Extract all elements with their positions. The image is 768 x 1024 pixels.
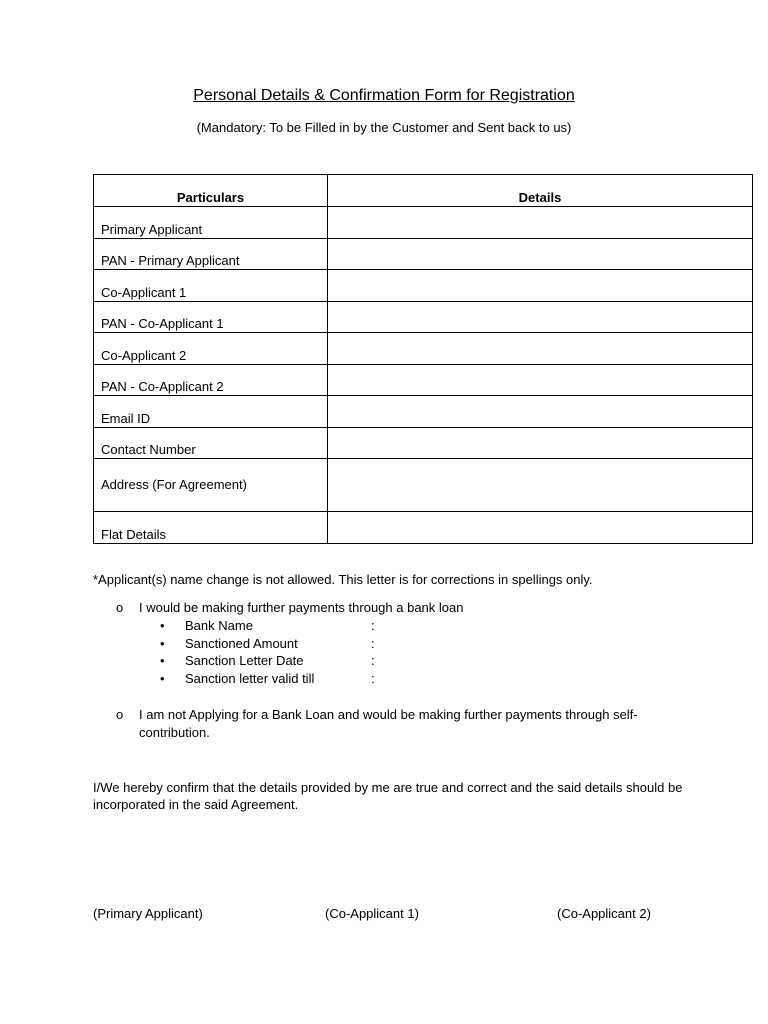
co-applicant-1-field[interactable]: [328, 270, 753, 302]
bullet-icon: •: [160, 636, 165, 651]
table-row: [94, 270, 753, 302]
table-row: [94, 396, 753, 428]
sanction-letter-date-label: Sanction Letter Date: [185, 653, 304, 668]
primary-applicant-label: Primary Applicant: [94, 207, 328, 239]
option-bank-loan-text: I would be making further payments through a bank loan: [139, 600, 464, 615]
table-row: [94, 207, 753, 239]
bullet-icon: •: [160, 618, 165, 633]
table-row: [94, 512, 753, 544]
option-self-contribution-text: I am not Applying for a Bank Loan and would be making further payments through self-contribution.: [139, 707, 638, 740]
colon-separator: :: [371, 636, 375, 651]
option-marker-icon: o: [116, 707, 124, 722]
details-header: Details: [328, 175, 753, 207]
table-header-row: [94, 175, 753, 207]
form-subtitle: (Mandatory: To be Filled in by the Customer and Sent back to us): [196, 120, 572, 135]
table-row: [94, 301, 753, 333]
list-item: [160, 618, 375, 633]
table-row: [94, 459, 753, 512]
table-row: [94, 238, 753, 270]
co-applicant-2-signature: (Co-Applicant 2): [557, 906, 651, 921]
contact-number-field[interactable]: [328, 427, 753, 459]
email-label: Email ID: [94, 396, 328, 428]
option-bank-loan-marker[interactable]: [116, 600, 139, 615]
option-self-contribution-marker[interactable]: [116, 707, 139, 722]
colon-separator: :: [371, 653, 375, 668]
name-change-note: *Applicant(s) name change is not allowed. This letter is for corrections in spellings only.: [93, 572, 593, 587]
pan-primary-label: PAN - Primary Applicant: [94, 238, 328, 270]
co-applicant-1-signature: (Co-Applicant 1): [325, 906, 419, 921]
pan-co-applicant-1-label: PAN - Co-Applicant 1: [94, 301, 328, 333]
co-applicant-2-label: Co-Applicant 2: [94, 333, 328, 365]
option-marker-icon: o: [116, 600, 124, 615]
contact-number-label: Contact Number: [94, 427, 328, 459]
primary-applicant-field[interactable]: [328, 207, 753, 239]
table-row: [94, 427, 753, 459]
particulars-header: Particulars: [94, 175, 328, 207]
bullet-icon: •: [160, 671, 165, 686]
flat-details-label: Flat Details: [94, 512, 328, 544]
bank-name-label: Bank Name: [185, 618, 253, 633]
bullet-icon: •: [160, 653, 165, 668]
details-table: [93, 174, 753, 544]
co-applicant-1-label: Co-Applicant 1: [94, 270, 328, 302]
pan-co-applicant-2-label: PAN - Co-Applicant 2: [94, 364, 328, 396]
sanction-letter-valid-till-label: Sanction letter valid till: [185, 671, 315, 686]
list-item: [160, 636, 375, 651]
address-field[interactable]: [328, 459, 753, 512]
table-row: [94, 333, 753, 365]
colon-separator: :: [371, 618, 375, 633]
flat-details-field[interactable]: [328, 512, 753, 544]
pan-co-applicant-2-field[interactable]: [328, 364, 753, 396]
confirmation-statement: I/We hereby confirm that the details provided by me are true and correct and the said details should be incorporated in the said Agreement.: [93, 780, 683, 812]
sanctioned-amount-label: Sanctioned Amount: [185, 636, 298, 651]
list-item: [160, 671, 375, 686]
address-label: Address (For Agreement): [94, 459, 328, 512]
colon-separator: :: [371, 671, 375, 686]
pan-primary-field[interactable]: [328, 238, 753, 270]
primary-applicant-signature: (Primary Applicant): [93, 906, 203, 921]
co-applicant-2-field[interactable]: [328, 333, 753, 365]
form-title: Personal Details & Confirmation Form for Registration: [193, 87, 575, 104]
table-row: [94, 364, 753, 396]
email-field[interactable]: [328, 396, 753, 428]
pan-co-applicant-1-field[interactable]: [328, 301, 753, 333]
list-item: [160, 653, 375, 668]
